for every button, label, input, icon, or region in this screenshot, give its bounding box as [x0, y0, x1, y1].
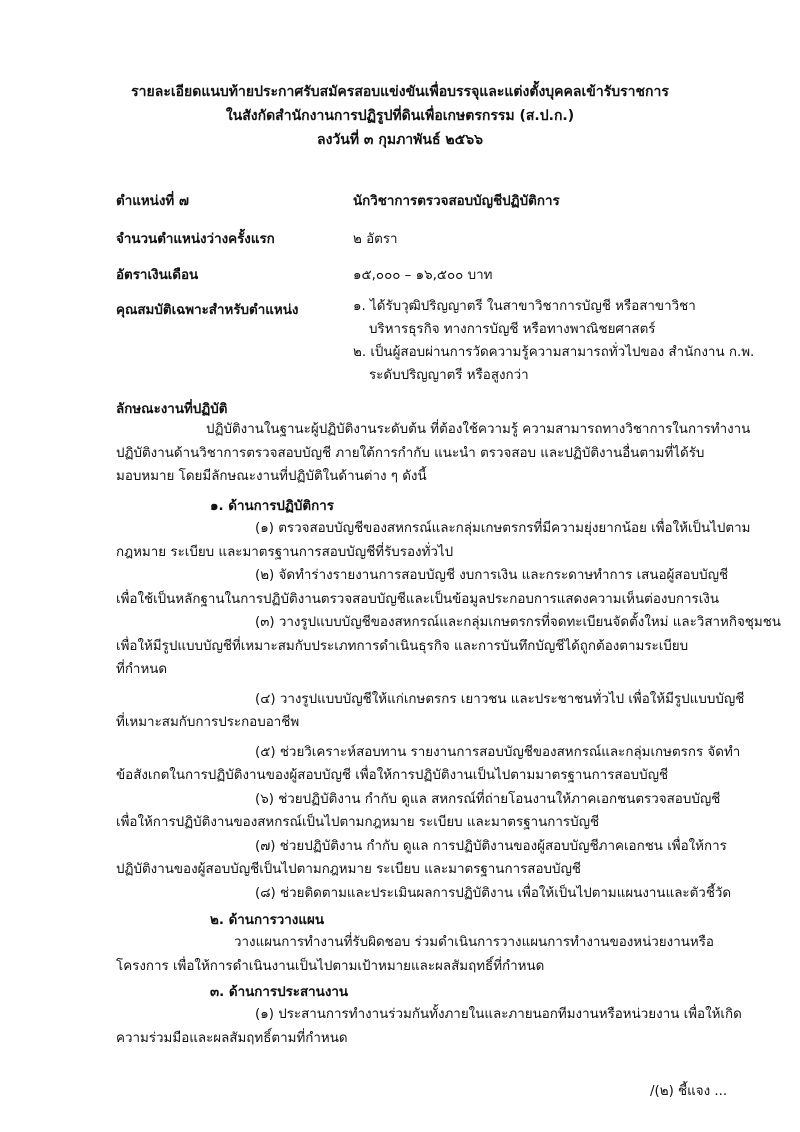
section-1-items — [116, 517, 781, 905]
qualification-line: ๑. ได้รับวุฒิปริญญาตรี ในสาขาวิชาการบัญชี หรือสาขาวิชา — [353, 299, 696, 314]
duty-line: (๗) ช่วยปฏิบัติงาน กำกับ ดูแล การปฏิบัติงานของผู้สอบบัญชีภาคเอกชน เพื่อให้การ — [255, 838, 727, 854]
intro-line: ปฏิบัติงานด้านวิชาการตรวจสอบบัญชี ภายใต้การกำกับ แนะนำ ตรวจสอบ และปฏิบัติงานอื่นตามที่ได้รับ — [116, 445, 705, 461]
duty-line: (๖) ช่วยปฏิบัติงาน กำกับ ดูแล สหกรณ์ที่ถ่ายโอนงานให้ภาคเอกชนตรวจสอบบัญชี — [255, 791, 721, 807]
qualification-item-1 — [353, 295, 753, 341]
section-3-items — [116, 1003, 756, 1050]
section-2-body — [116, 931, 756, 978]
duty-line: ที่เหมาะสมกับการประกอบอาชีพ — [116, 715, 300, 730]
duty-line: เพื่อใช้เป็นหลักฐานในการปฏิบัติงานตรวจสอบบัญชีและเป็นข้อมูลประกอบการแสดงความเห็นต่องบการเงิน — [116, 591, 720, 607]
duty-line: ข้อสังเกตในการปฏิบัติงานของผู้สอบบัญชี เพื่อให้การปฏิบัติงานเป็นไปตามมาตรฐานการสอบบัญชี — [116, 768, 669, 783]
planning-line: วางแผนการทำงานที่รับผิดชอบ ร่วมดำเนินการวางแผนการทำงานของหน่วยงานหรือ — [234, 935, 714, 950]
section-3-title: ๓. ด้านการประสานงาน — [210, 985, 349, 1000]
coordination-line: ความร่วมมือและผลสัมฤทธิ์ตามที่กำหนด — [116, 1030, 348, 1046]
duty-item-3 — [116, 611, 781, 682]
position-value: นักวิชาการตรวจสอบบัญชีปฏิบัติการ — [353, 194, 560, 209]
qualifications-list — [353, 295, 753, 387]
document-header — [0, 80, 800, 152]
duty-line: กฎหมาย ระเบียบ และมาตรฐานการสอบบัญชีที่รับรองทั่วไป — [116, 544, 454, 560]
header-line-2: ในสังกัดสำนักงานการปฏิรูปที่ดินเพื่อเกษตรกรรม (ส.ป.ก.) — [225, 108, 575, 124]
salary-label: อัตราเงินเดือน — [116, 268, 199, 283]
duty-line: (๑) ตรวจสอบบัญชีของสหกรณ์และกลุ่มเกษตรกรที่มีความยุ่งยากน้อย เพื่อให้เป็นไปตาม — [255, 521, 751, 536]
section-2-title: ๒. ด้านการวางแผน — [210, 913, 324, 928]
duties-intro — [116, 418, 756, 489]
duty-item-1 — [116, 517, 756, 564]
salary-value: ๑๕,๐๐๐ – ๑๖,๕๐๐ บาท — [353, 268, 493, 283]
section-1-title: ๑. ด้านการปฏิบัติการ — [210, 499, 334, 514]
header-line-1: รายละเอียดแนบท้ายประกาศรับสมัครสอบแข่งขันเพื่อบรรจุและแต่งตั้งบุคคลเข้ารับราชการ — [131, 84, 669, 100]
duty-line: เพื่อให้การปฏิบัติงานของสหกรณ์เป็นไปตามกฎหมาย ระเบียบ และมาตรฐานการบัญชี — [116, 815, 600, 830]
position-label: ตำแหน่งที่ ๗ — [116, 194, 189, 209]
qualification-line: บริหารธุรกิจ ทางการบัญชี หรือทางพาณิชยศาสตร์ — [369, 322, 656, 337]
duty-line: (๓) วางรูปแบบบัญชีของสหกรณ์และกลุ่มเกษตรกรที่จดทะเบียนจัดตั้งใหม่ และวิสาหกิจชุมชน — [255, 615, 781, 630]
duties-heading: ลักษณะงานที่ปฏิบัติ — [116, 402, 228, 417]
duty-item-2 — [116, 564, 756, 611]
planning-line: โครงการ เพื่อให้การดำเนินงานเป็นไปตามเป้าหมายและผลสัมฤทธิ์ที่กำหนด — [116, 958, 545, 974]
vacancies-value: ๒ อัตรา — [353, 232, 398, 247]
vacancies-label: จำนวนตำแหน่งว่างครั้งแรก — [116, 232, 275, 247]
header-line-3: ลงวันที่ ๓ กุมภาพันธ์ ๒๕๖๖ — [316, 132, 483, 148]
qualification-line: ๒. เป็นผู้สอบผ่านการวัดความรู้ความสามารถทั่วไปของ สำนักงาน ก.พ. — [353, 345, 755, 360]
qualification-item-2 — [353, 341, 753, 387]
duty-line: (๕) ช่วยวิเคราะห์สอบทาน รายงานการสอบบัญชีของสหกรณ์และกลุ่มเกษตรกร จัดทำ — [255, 744, 741, 760]
duty-line: (๒) จัดทำร่างรายงานการสอบบัญชี งบการเงิน และกระดาษทำการ เสนอผู้สอบบัญชี — [255, 568, 729, 583]
qualification-line: ระดับปริญญาตรี หรือสูงกว่า — [369, 368, 529, 383]
duty-item-5 — [116, 741, 756, 788]
duty-line: เพื่อให้มีรูปแบบบัญชีที่เหมาะสมกับประเภทการดำเนินธุรกิจ และการบันทึกบัญชีได้ถูกต้องตามระเบียบ — [116, 638, 689, 654]
duty-item-7 — [116, 835, 756, 882]
duty-item-4 — [116, 688, 756, 735]
duty-line: ปฏิบัติงานของผู้สอบบัญชีเป็นไปตามกฎหมาย ระเบียบ และมาตรฐานการสอบบัญชี — [116, 862, 581, 877]
duty-line: (๘) ช่วยติดตามและประเมินผลการปฏิบัติงาน เพื่อให้เป็นไปตามแผนงานและตัวชี้วัด — [255, 885, 732, 901]
duty-item-6 — [116, 788, 756, 835]
coordination-line: (๑) ประสานการทำงานร่วมกันทั้งภายในและภายนอกทีมงานหรือหน่วยงาน เพื่อให้เกิด — [255, 1007, 742, 1022]
duty-line: (๔) วางรูปแบบบัญชีให้แก่เกษตรกร เยาวชน และประชาชนทั่วไป เพื่อให้มีรูปแบบบัญชี — [255, 691, 745, 707]
duty-item-8 — [116, 882, 756, 906]
intro-line: ปฏิบัติงานในฐานะผู้ปฏิบัติงานระดับต้น ที่ต้องใช้ความรู้ ความสามารถทางวิชาการในการทำงาน — [206, 422, 751, 437]
intro-line: มอบหมาย โดยมีลักษณะงานที่ปฏิบัติในด้านต่าง ๆ ดังนี้ — [116, 469, 427, 484]
continued-marker: /(๒) ชี้แจง ... — [650, 1084, 728, 1099]
coordination-item-1 — [116, 1003, 756, 1050]
duty-line: ที่กำหนด — [116, 662, 168, 677]
qualifications-label: คุณสมบัติเฉพาะสำหรับตำแหน่ง — [116, 303, 299, 318]
